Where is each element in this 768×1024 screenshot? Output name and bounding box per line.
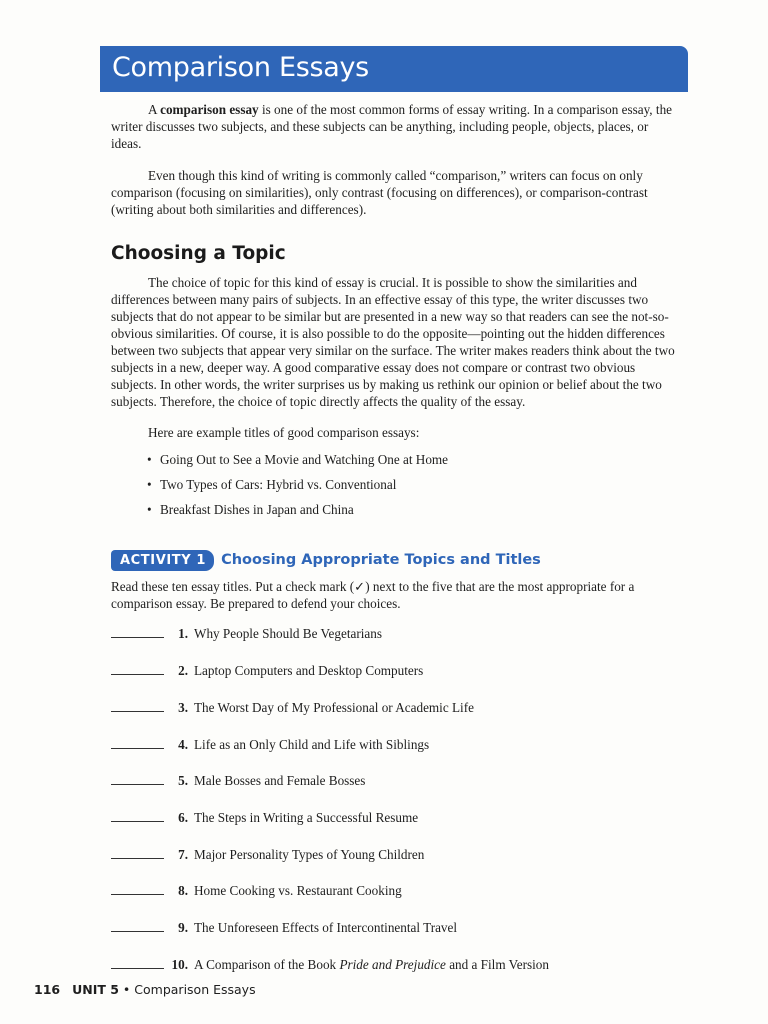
bullet-icon: • bbox=[147, 477, 152, 492]
answer-blank[interactable] bbox=[111, 955, 164, 969]
answer-blank[interactable] bbox=[111, 735, 164, 749]
activity-header bbox=[111, 549, 541, 571]
answer-blank[interactable] bbox=[111, 624, 164, 638]
example-list bbox=[147, 451, 448, 526]
answer-blank[interactable] bbox=[111, 881, 164, 895]
page-title: Comparison Essays bbox=[112, 52, 369, 83]
examples-intro: Here are example titles of good comparison essays: bbox=[148, 425, 420, 440]
activity-item: 8. Home Cooking vs. Restaurant Cooking bbox=[111, 881, 402, 899]
footer-bullet: • bbox=[122, 982, 131, 997]
intro-lead: A bbox=[148, 102, 161, 117]
activity-instructions: Read these ten essay titles. Put a check mark (✓) next to the five that are the most appropriate for a comparison essay. Be prepared to defend your choices. bbox=[111, 579, 635, 611]
intro-paragraph-2: Even though this kind of writing is commonly called “comparison,” writers can focus on only comparison (focusing on similarities), only contrast (focusing on differences), or comparison-contrast (writing about both similarities and differences). bbox=[111, 168, 648, 217]
example-item: • Breakfast Dishes in Japan and China bbox=[147, 502, 354, 517]
activity-item: 7. Major Personality Types of Young Children bbox=[111, 845, 424, 863]
book-title: Pride and Prejudice bbox=[339, 957, 446, 972]
activity-item: 10. A Comparison of the Book Pride and Prejudice and a Film Version bbox=[111, 955, 549, 973]
activity-item: 6. The Steps in Writing a Successful Resume bbox=[111, 808, 418, 826]
activity-item: 9. The Unforeseen Effects of Intercontinental Travel bbox=[111, 918, 457, 936]
bullet-icon: • bbox=[147, 452, 152, 467]
activity-item: 3. The Worst Day of My Professional or Academic Life bbox=[111, 698, 474, 716]
activity-item: 2. Laptop Computers and Desktop Computers bbox=[111, 661, 423, 679]
example-item: • Two Types of Cars: Hybrid vs. Conventional bbox=[147, 477, 397, 492]
key-term: comparison essay bbox=[160, 102, 259, 117]
activity-item: 4. Life as an Only Child and Life with Siblings bbox=[111, 735, 429, 753]
answer-blank[interactable] bbox=[111, 771, 164, 785]
page-footer bbox=[34, 982, 256, 997]
example-item: • Going Out to See a Movie and Watching One at Home bbox=[147, 452, 449, 467]
page-number: 116 bbox=[34, 982, 61, 997]
activity-badge: ACTIVITY 1 bbox=[111, 550, 214, 571]
chapter-name: Comparison Essays bbox=[134, 982, 256, 997]
intro-paragraph-1 bbox=[111, 101, 681, 152]
bullet-icon: • bbox=[147, 502, 152, 517]
answer-blank[interactable] bbox=[111, 918, 164, 932]
answer-blank[interactable] bbox=[111, 661, 164, 675]
answer-blank[interactable] bbox=[111, 845, 164, 859]
section-heading: Choosing a Topic bbox=[111, 243, 286, 264]
answer-blank[interactable] bbox=[111, 698, 164, 712]
unit-label: UNIT 5 bbox=[72, 982, 119, 997]
title-bar bbox=[100, 46, 688, 92]
activity-item: 1. Why People Should Be Vegetarians bbox=[111, 624, 382, 642]
activity-item: 5. Male Bosses and Female Bosses bbox=[111, 771, 365, 789]
section-body: The choice of topic for this kind of essay is crucial. It is possible to show the similarities and differences between many pairs of subjects. In an effective essay of this type, the writer discusses two subjects that do not appear to be similar but are presented in a new way so that readers can see the not-so-obvious similarities. Of course, it is also possible to do the opposite—pointing out the hidden differences between two subjects that appear very similar on the surface. The writer makes readers think about the two subjects in a new, deeper way. A good comparative essay does not compare or contrast two obvious subjects. In other words, the writer surprises us by making us rethink our opinion or belief about the two subjects. Therefore, the choice of topic directly affects the quality of the essay. bbox=[111, 275, 675, 409]
intro-rest: is one of the most common forms of essay writing. In a comparison essay, the writer discusses two subjects, and these subjects can be anything, including people, objects, places, or ideas. bbox=[111, 102, 673, 151]
answer-blank[interactable] bbox=[111, 808, 164, 822]
activity-title: Choosing Appropriate Topics and Titles bbox=[221, 552, 541, 568]
